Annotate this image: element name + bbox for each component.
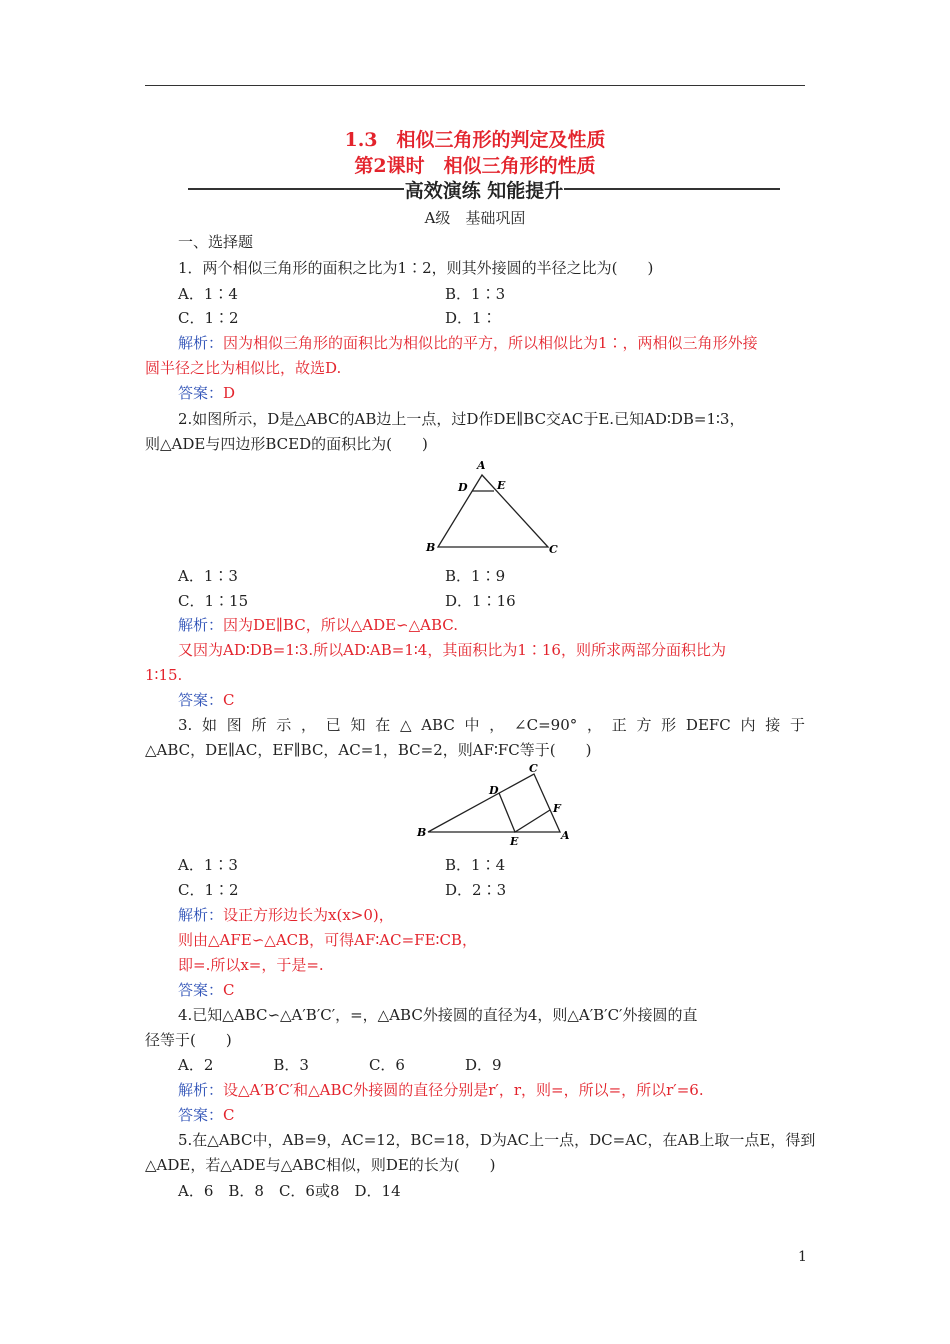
answer-label: 答案： <box>178 1106 224 1124</box>
section-heading: 一、选择题 <box>178 233 254 251</box>
q2-option-a: A．1∶3 <box>178 567 238 585</box>
q1-answer <box>178 383 235 403</box>
q1-analysis-line1 <box>178 333 758 353</box>
q3-figure <box>410 762 575 852</box>
q3-label-d: D <box>489 784 499 797</box>
q2-option-c: C．1∶15 <box>178 592 249 610</box>
q3-label-f: F <box>553 802 561 815</box>
q3-answer <box>178 980 235 1000</box>
banner-rule-right <box>564 188 780 190</box>
banner-text: 高效演练 知能提升 <box>404 180 564 202</box>
q4-analysis-line1 <box>178 1080 704 1100</box>
q3-label-b: B <box>417 826 427 839</box>
q2-label-d: D <box>458 481 468 494</box>
q1-analysis-line2: 圆半径之比为相似比，故选D. <box>145 359 342 377</box>
q4-options: A．2 B．3 C．6 D．9 <box>178 1056 502 1074</box>
q3-analysis-line1 <box>178 905 394 925</box>
answer-value: C <box>223 981 235 999</box>
q2-stem-line1: 2.如图所示，D是△ABC的AB边上一点，过D作DE∥BC交AC于E.已知AD∶DB=1∶3， <box>178 410 745 428</box>
analysis-label: 解析： <box>178 334 224 352</box>
analysis-text: 设正方形边长为x(x>0)， <box>223 906 394 924</box>
q2-label-c: C <box>549 543 558 556</box>
q3-analysis-line2: 则由△AFE∽△ACB，可得AF∶AC=FE∶CB， <box>178 931 477 949</box>
q2-label-b: B <box>426 541 436 554</box>
q2-figure <box>420 455 565 560</box>
q3-label-c: C <box>529 762 538 775</box>
q3-analysis-line3: 即=.所以x=，于是=. <box>178 956 324 974</box>
answer-value: C <box>223 691 235 709</box>
q2-analysis-line2: 又因为AD∶DB=1∶3.所以AD∶AB=1∶4，其面积比为1∶16，则所求两部分面积比为 <box>178 641 726 659</box>
q4-answer <box>178 1105 235 1125</box>
q2-stem-line2: 则△ADE与四边形BCED的面积比为( ) <box>145 435 428 453</box>
page-number: 1 <box>798 1249 807 1265</box>
answer-value: D <box>223 384 236 402</box>
q1-option-c: C．1∶2 <box>178 309 239 327</box>
q1-option-b: B．1∶3 <box>445 285 506 303</box>
q2-analysis-line3: 1∶15. <box>145 666 183 684</box>
q3-option-c: C．1∶2 <box>178 881 239 899</box>
q2-answer <box>178 690 235 710</box>
answer-label: 答案： <box>178 384 224 402</box>
banner-rule-left <box>188 188 404 190</box>
q5-options: A．6 B．8 C．6或8 D．14 <box>178 1182 401 1200</box>
q2-option-d: D．1∶16 <box>445 592 516 610</box>
q5-stem-line2: △ADE，若△ADE与△ABC相似，则DE的长为( ) <box>145 1156 496 1174</box>
q2-label-a: A <box>477 459 486 472</box>
q3-option-a: A．1∶3 <box>178 856 238 874</box>
q4-stem-line2: 径等于( ) <box>145 1031 232 1049</box>
q2-triangle-abc <box>438 475 548 547</box>
analysis-label: 解析： <box>178 1081 224 1099</box>
q3-stem-line1: 3.如图所示，已知在△ABC中，∠C=90°，正方形DEFC内接于 <box>178 716 805 734</box>
answer-value: C <box>223 1106 235 1124</box>
q1-stem: 1．两个相似三角形的面积之比为1∶2，则其外接圆的半径之比为( ) <box>178 259 654 277</box>
q3-label-e: E <box>510 835 519 848</box>
q2-label-e: E <box>497 479 506 492</box>
q2-option-b: B．1∶9 <box>445 567 506 585</box>
q1-option-a: A．1∶4 <box>178 285 238 303</box>
top-rule <box>145 85 805 86</box>
q3-option-b: B．1∶4 <box>445 856 506 874</box>
q3-option-d: D．2∶3 <box>445 881 507 899</box>
analysis-text: 因为DE∥BC，所以△ADE∽△ABC. <box>223 616 458 634</box>
answer-label: 答案： <box>178 981 224 999</box>
answer-label: 答案： <box>178 691 224 709</box>
q3-stem-line2: △ABC，DE∥AC，EF∥BC，AC=1，BC=2，则AF∶FC等于( ) <box>145 741 592 759</box>
q1-option-d: D．1∶ <box>445 309 497 327</box>
analysis-text: 因为相似三角形的面积比为相似比的平方，所以相似比为1∶，两相似三角形外接 <box>223 334 758 352</box>
section-title: 1.3 相似三角形的判定及性质 <box>344 129 606 151</box>
q5-stem-line1: 5.在△ABC中，AB=9，AC=12，BC=18，D为AC上一点，DC=AC，在AB上取一点E，得到 <box>178 1131 816 1149</box>
q3-square-defc <box>499 793 550 832</box>
q3-label-a: A <box>561 829 570 842</box>
level-heading: A级 基础巩固 <box>424 209 526 227</box>
q2-analysis-line1 <box>178 615 458 635</box>
q3-triangle-abc <box>428 774 560 832</box>
analysis-text: 设△A′B′C′和△ABC外接圆的直径分别是r′，r，则=，所以=，所以r′=6. <box>223 1081 704 1099</box>
lesson-title: 第2课时 相似三角形的性质 <box>354 155 596 177</box>
q4-stem-line1: 4.已知△ABC∽△A′B′C′，=，△ABC外接圆的直径为4，则△A′B′C′外接圆的直 <box>178 1006 698 1024</box>
analysis-label: 解析： <box>178 906 224 924</box>
analysis-label: 解析： <box>178 616 224 634</box>
banner <box>180 176 780 200</box>
